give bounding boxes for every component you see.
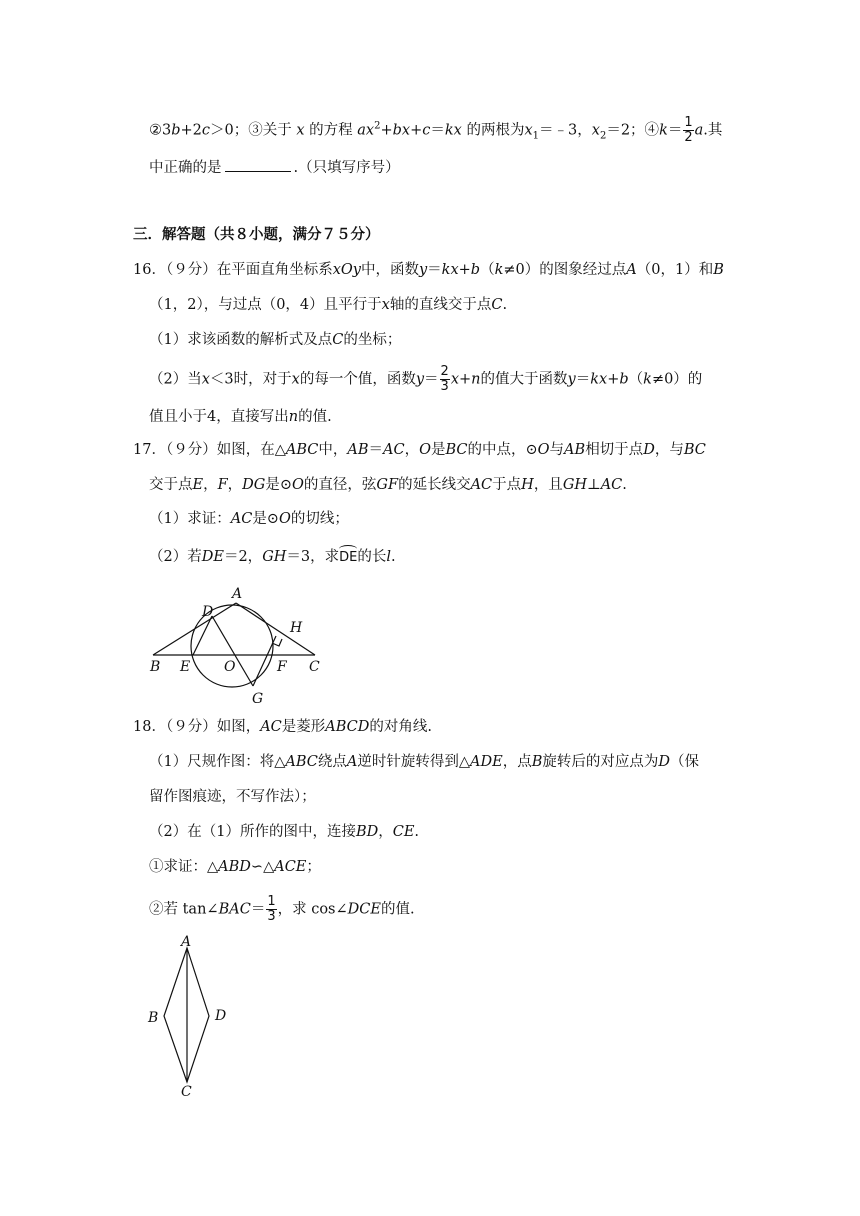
fraction-one-half: $\frac{1}{2}$ <box>684 115 693 145</box>
q17-part-2: （2）若DE＝2，GH＝3，求DE的长l. <box>149 547 396 568</box>
q17-line-2: 交于点E，F，DG是⊙O的直径，弦GF的延长线交AC于点H，且GH⊥AC. <box>149 477 627 493</box>
q18-sub-2: ②若 tan∠BAC＝ $\frac{1}{3}$ ，求 cos∠DCE的值. <box>149 894 415 924</box>
label-a: A <box>181 934 192 950</box>
q17-part-1: （1）求证：AC是⊙O的切线； <box>149 511 349 527</box>
q16-line-1: 16．（９分）在平面直角坐标系xOy中，函数y＝kx+b（k≠0）的图象经过点A（0，1）和B <box>133 262 724 278</box>
q18-line-1: 18．（９分）如图，AC是菱形ABCD的对角线. <box>133 719 433 735</box>
q16-part-1: （1）求该函数的解析式及点C的坐标； <box>149 332 402 348</box>
label-g: G <box>252 691 264 707</box>
q16-line-2: （1，2），与过点（0，4）且平行于x轴的直线交于点C. <box>149 297 508 313</box>
q18-part-1-cont: 留作图痕迹，不写作法）； <box>149 789 316 805</box>
q16-part-2: （2）当x＜3时，对于x的每一个值，函数y＝ $\frac{2}{3}$ x+n的值大于函数y＝kx+b（k≠0）的 <box>149 364 703 394</box>
label-h: H <box>290 620 303 636</box>
label-a: A <box>232 586 243 602</box>
q18-part-1: （1）尺规作图：将△ABC绕点A逆时针旋转得到△ADE，点B旋转后的对应点为D（保 <box>149 754 700 770</box>
fraction-one-third: $\frac{1}{3}$ <box>267 894 276 924</box>
label-c: C <box>181 1084 192 1100</box>
label-b: B <box>148 1010 159 1026</box>
segment-dg <box>212 616 253 686</box>
label-c: C <box>309 659 320 675</box>
q16-part-2-cont: 值且小于4，直接写出n的值. <box>149 409 332 425</box>
q15-line-2: 中正确的是 .（只填写序号） <box>149 157 400 178</box>
q18-sub-1: ①求证：△ABD∽△ACE； <box>149 859 321 875</box>
segment-ac <box>236 603 315 655</box>
label-d: D <box>215 1008 227 1024</box>
label-d: D <box>202 604 214 620</box>
label-b: B <box>150 659 161 675</box>
label-f: F <box>277 659 287 675</box>
answer-blank <box>225 157 291 172</box>
figure-18 <box>140 930 240 1100</box>
q15-line-1: ②3b+2c＞0；③关于 x 的方程 $ax^2+bx+c=kx$ 的两根为$x_1=﹣3$，$x_2=2$；④k＝ $\frac{1}{2}$ a.其 <box>149 115 723 145</box>
label-e: E <box>180 659 191 675</box>
fraction-two-thirds: $\frac{2}{3}$ <box>440 364 449 394</box>
q18-part-2: （2）在（1）所作的图中，连接BD，CE. <box>149 824 420 840</box>
arc-de: DE <box>339 548 357 568</box>
section-3-title: 三．解答题（共８小题，满分７５分） <box>133 227 380 243</box>
figure-17 <box>140 583 330 708</box>
segment-de <box>193 616 212 655</box>
q17-line-1: 17．（９分）如图，在△ABC中，AB＝AC，O是BC的中点，⊙O与AB相切于点D，与BC <box>133 442 706 458</box>
label-o: O <box>224 659 236 675</box>
